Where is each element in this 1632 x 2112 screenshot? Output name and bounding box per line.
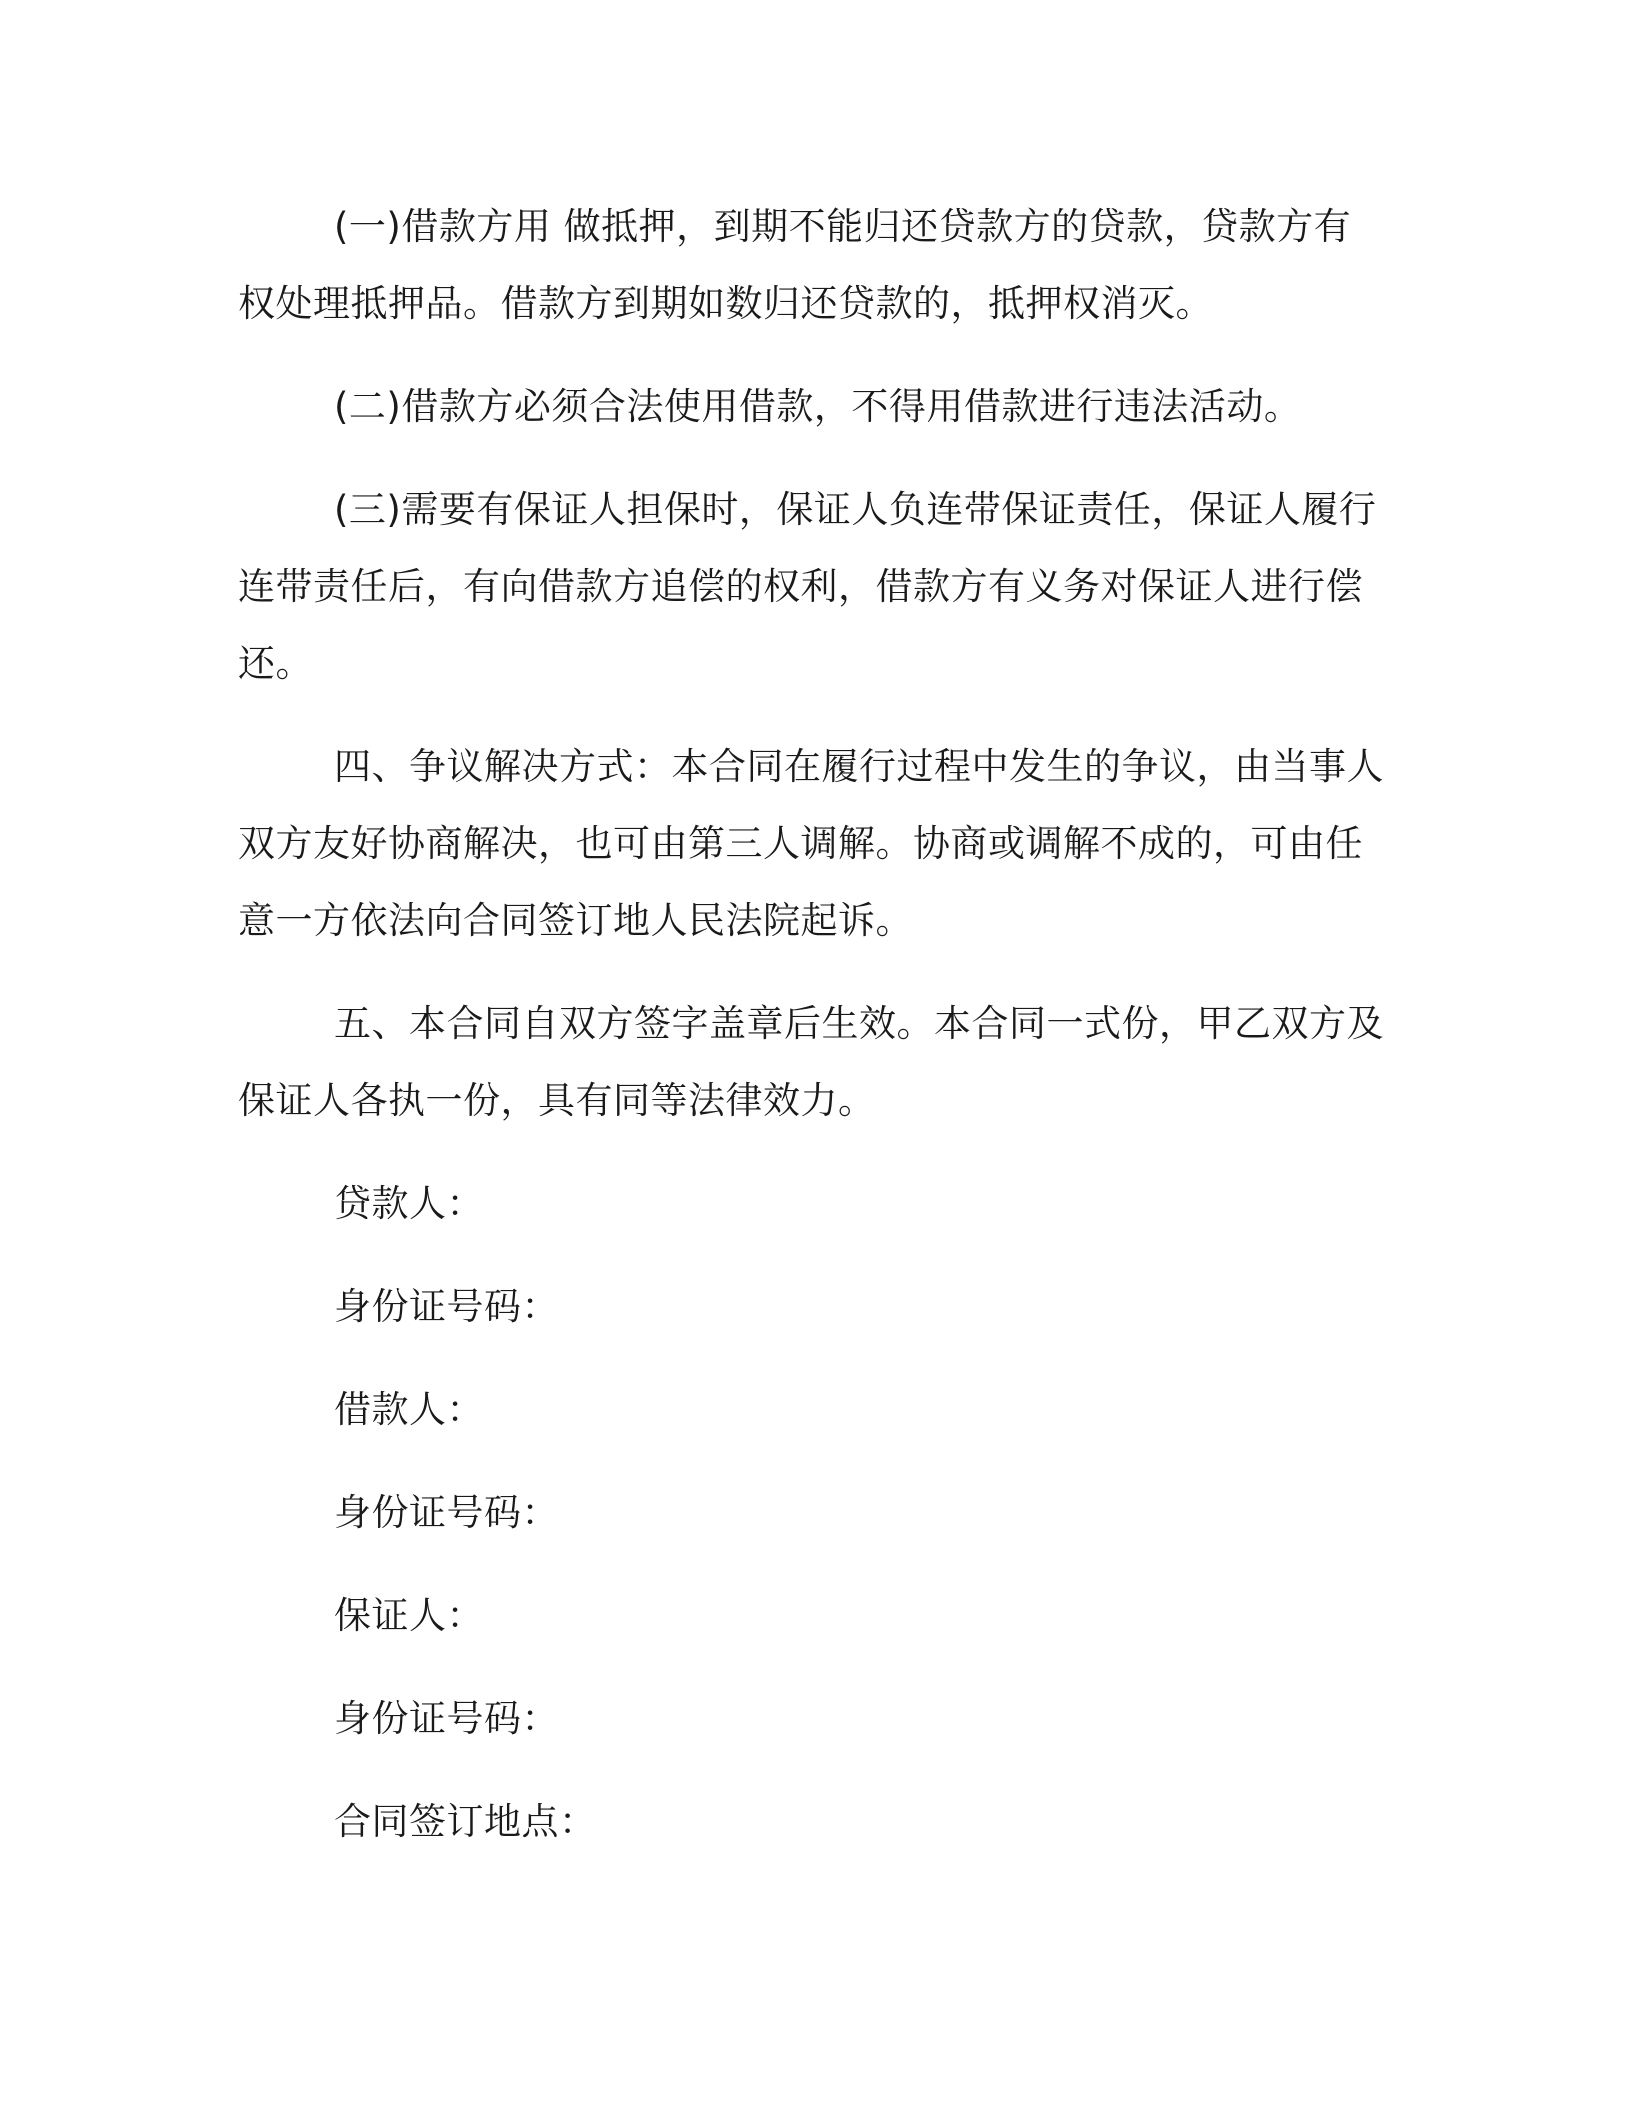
borrower-id-field: 身份证号码：: [334, 1491, 559, 1534]
lender-field: 贷款人：: [334, 1182, 484, 1225]
signature-section: [238, 1165, 1388, 1860]
clause-guarantor: (三)需要有保证人担保时，保证人负连带保证责任，保证人履行连带责任后，有向借款方追偿的权利，借款方有义务对保证人进行偿还。: [238, 488, 1377, 685]
guarantor-field: 保证人：: [334, 1594, 484, 1637]
lender-id-field: 身份证号码：: [334, 1285, 559, 1328]
clause-lawful-use: (二)借款方必须合法使用借款，不得用借款进行违法活动。: [334, 385, 1302, 428]
clause-dispute-resolution: 四、争议解决方式：本合同在履行过程中发生的争议，由当事人双方友好协商解决，也可由第三人调解。协商或调解不成的，可由任意一方依法向合同签订地人民法院起诉。: [238, 745, 1384, 942]
document-body: [238, 188, 1388, 1860]
signing-location-field: 合同签订地点：: [334, 1800, 597, 1843]
clause-mortgage: (一)借款方用 做抵押，到期不能归还贷款方的贷款，贷款方有权处理抵押品。借款方到期如数归还贷款的，抵押权消灭。: [238, 205, 1352, 325]
clause-effectiveness: 五、本合同自双方签字盖章后生效。本合同一式份，甲乙双方及保证人各执一份，具有同等法律效力。: [238, 1002, 1384, 1122]
borrower-field: 借款人：: [334, 1388, 484, 1431]
guarantor-id-field: 身份证号码：: [334, 1697, 559, 1740]
